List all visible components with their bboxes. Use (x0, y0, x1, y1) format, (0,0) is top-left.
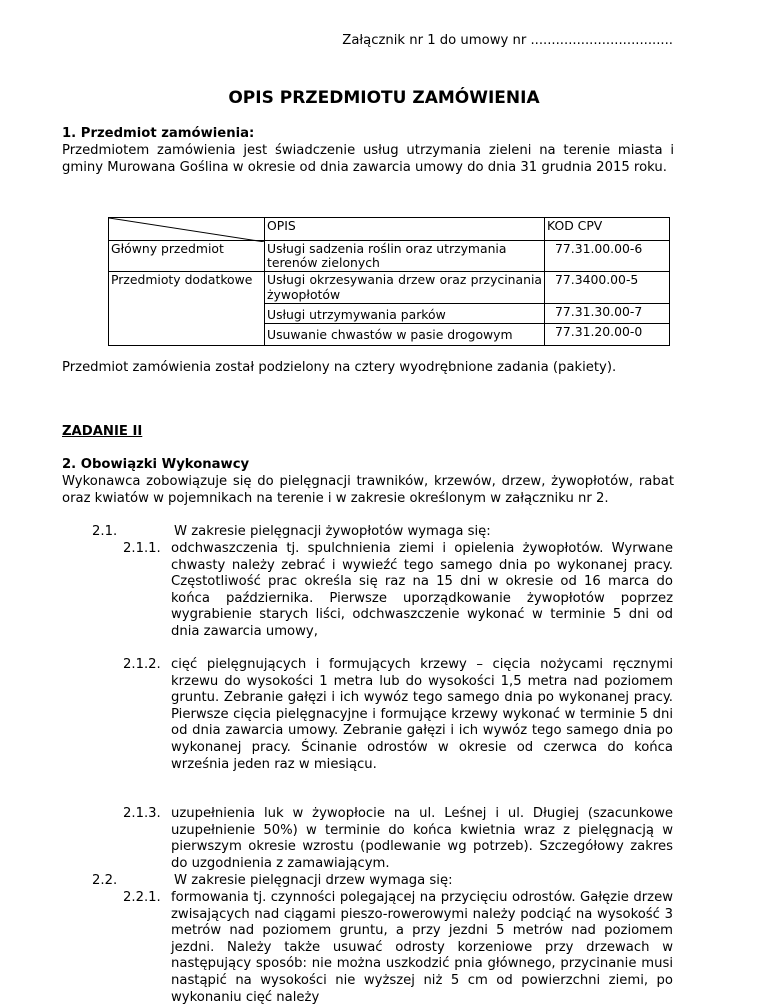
item-2-1-1 (123, 541, 673, 641)
item-text: formowania tj. czynności polegającej na przycięciu odrostów. Gałęzie drzew zwisających nad ciągami pieszo-rowerowymi należy podciąć na wysokość 3 metrów nad poziomem gruntu, a przy jezdni 5 metrów nad poziomem jezdni. Należy także usuwać odrosty korzeniowe przy drzewach w następujący sposób: nie można uszkodzić pnia głównego, przycinanie musi nastąpić na wysokości nie wyższej niż 5 cm od powierzchni ziemi, po wykonaniu cięć należy (171, 890, 673, 1005)
section-2-heading: 2. Obowiązki Wykonawcy (62, 457, 250, 472)
header-code: KOD CPV (545, 218, 670, 241)
item-number: 2.2.1. (123, 890, 161, 905)
row-code: 77.3400.00-5 (545, 272, 670, 303)
table-row (109, 272, 670, 303)
item-text: odchwaszczenia tj. spulchnienia ziemi i opielenia żywopłotów. Wyrwane chwasty należy zebrać i wywieźć tego samego dnia po wykonanej pracy. Częstotliwość prac określa się raz na 15 dni w okresie od 16 marca do końca października. Pierwsze uporządkowanie żywopłotów poprzez wygrabienie starych liści, odchwaszczenie wykonać w terminie 5 dni od dnia zawarcia umowy, (171, 541, 673, 639)
item-text: uzupełnienia luk w żywopłocie na ul. Leśnej i ul. Długiej (szacunkowe uzupełnienie 50%) w terminie do końca kwietnia wraz z pielęgnacją w pierwszym okresie wzrostu (podlewanie wg potrzeb). Szczegółowy zakres do uzgodnienia z zamawiającym. (171, 806, 673, 871)
document-title: OPIS PRZEDMIOTU ZAMÓWIENIA (228, 88, 540, 108)
row-code: 77.31.00.00-6 (545, 241, 670, 272)
section-1-heading: 1. Przedmiot zamówienia: (62, 126, 255, 141)
cpv-table (108, 217, 670, 346)
item-number: 2.1.3. (123, 806, 161, 821)
section-1-text: Przedmiotem zamówienia jest świadczenie usług utrzymania zieleni na terenie miasta i gminy Murowana Goślina w okresie od dnia zawarcia umowy do dnia 31 grudnia 2015 roku. (62, 143, 674, 175)
section-2-text: Wykonawca zobowiązuje się do pielęgnacji trawników, krzewów, drzew, żywopłotów, rabat oraz kwiatów w pojemnikach na terenie i w zakresie określonym w załączniku nr 2. (62, 474, 674, 506)
subsection-2-1 (92, 524, 674, 541)
item-2-1-3 (123, 806, 673, 872)
table-row (109, 241, 670, 272)
subsection-number: 2.1. (92, 524, 118, 539)
row-code: 77.31.20.00-0 (545, 324, 670, 346)
item-text: cięć pielęgnujących i formujących krzewy – cięcia nożycami ręcznymi krzewu do wysokości 1 metra lub do wysokości 1,5 metra nad poziomem gruntu. Zebranie gałęzi i ich wywóz tego samego dnia po wykonanej pracy. Pierwsze cięcia pielęgnacyjne i formujące krzewy wykonać w terminie 5 dni od dnia zawarcia umowy. Zebranie gałęzi i ich wywóz tego samego dnia po wykonanej pracy. Ścinanie odrostów w okresie od czerwca do końca września jeden raz w miesiącu. (171, 657, 673, 772)
item-number: 2.1.1. (123, 541, 161, 556)
row-desc: Usługi utrzymywania parków (265, 303, 545, 323)
annex-reference: Załącznik nr 1 do umowy nr .................................. (342, 33, 673, 48)
row-desc: Usługi okrzesywania drzew oraz przycinania żywopłotów (265, 272, 545, 303)
item-number: 2.1.2. (123, 657, 161, 672)
row-label: Przedmioty dodatkowe (109, 272, 265, 346)
row-desc: Usuwanie chwastów w pasie drogowym (265, 324, 545, 346)
item-2-2-1 (123, 890, 673, 1006)
row-code: 77.31.30.00-7 (545, 303, 670, 323)
subsection-number: 2.2. (92, 873, 118, 888)
subsection-2-2 (92, 873, 674, 890)
row-desc: Usługi sadzenia roślin oraz utrzymania terenów zielonych (265, 241, 545, 272)
row-label: Główny przedmiot (109, 241, 265, 272)
subsection-text: W zakresie pielęgnacji drzew wymaga się: (174, 873, 453, 888)
division-text: Przedmiot zamówienia został podzielony na cztery wyodrębnione zadania (pakiety). (62, 360, 617, 375)
item-2-1-2 (123, 657, 673, 773)
task-heading: ZADANIE II (62, 424, 143, 439)
subsection-text: W zakresie pielęgnacji żywopłotów wymaga się: (174, 524, 491, 539)
table-header-row (109, 218, 670, 241)
diagonal-cell (109, 218, 265, 241)
diagonal-line (109, 218, 265, 242)
header-desc: OPIS (265, 218, 545, 241)
